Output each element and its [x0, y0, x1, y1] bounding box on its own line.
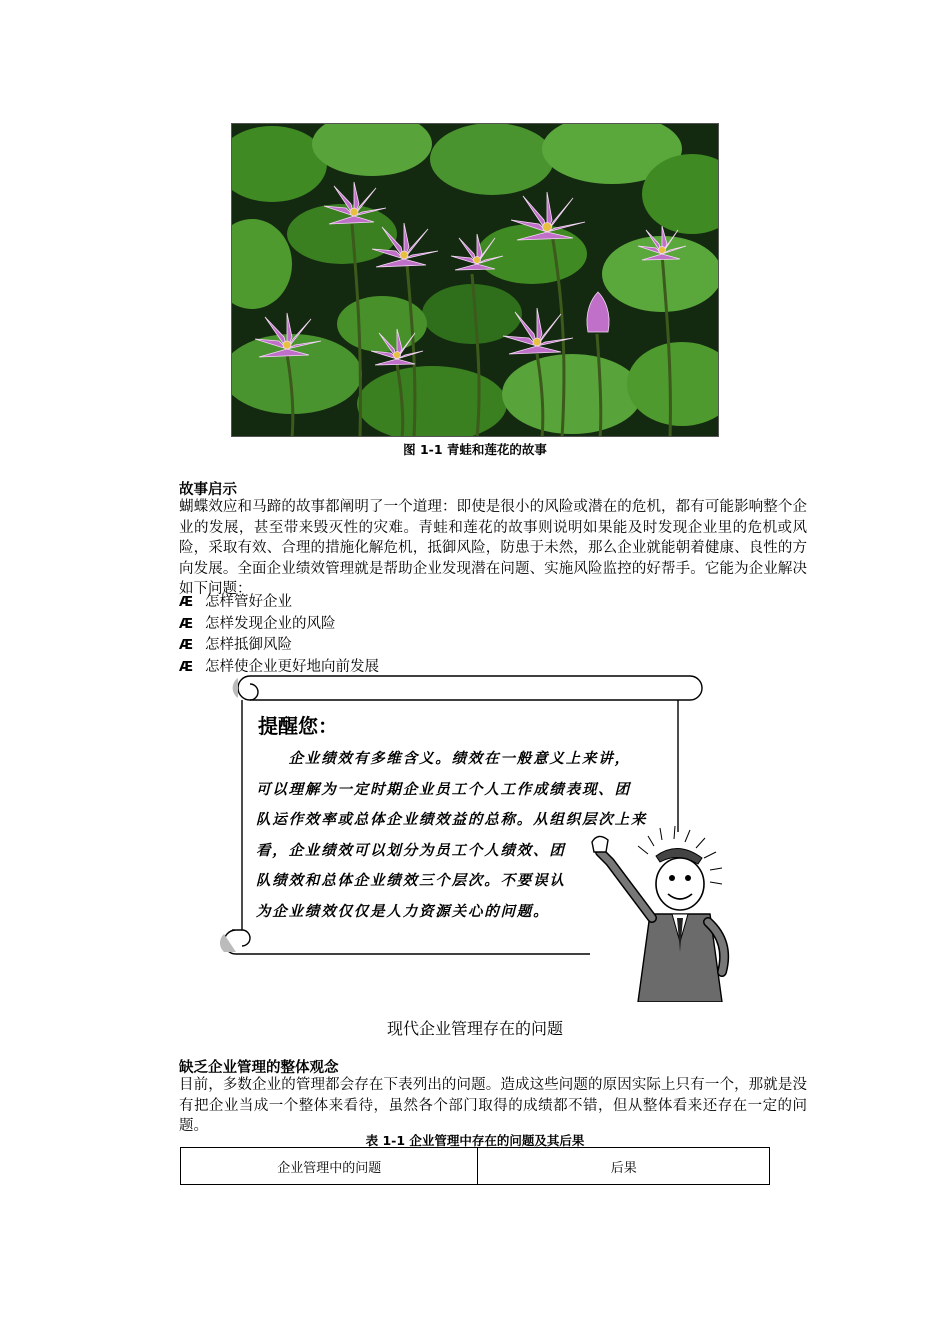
reminder-title: 提醒您： — [258, 714, 338, 738]
bullet-mark: Æ — [179, 638, 194, 653]
table-header-problem: 企业管理中的问题 — [181, 1148, 478, 1185]
story-paragraph-text: 蝴蝶效应和马蹄的故事都阐明了一个道理：即使是很小的风险或潜在的危机，都有可能影响整个企业的发展，甚至带来毁灭性的灾难。青蛙和莲花的故事则说明如果能及时发现企业里的危机或风险，采取有效、合理的措施化解危机，抵御风险，防患于未然，那么企业就能朝着健康、良性的方向发展。全面企业绩效管理就是帮助企业发现潜在问题、实施风险监控的好帮手。它能为企业解决如下问题： — [179, 499, 807, 597]
list-item: Æ 怎样使企业更好地向前发展 — [179, 657, 379, 679]
figure-caption: 图 1-1 青蛙和莲花的故事 — [403, 442, 547, 457]
section2-paragraph — [179, 1075, 807, 1137]
bullet-mark: Æ — [179, 659, 194, 675]
table-caption: 表 1-1 企业管理中存在的问题及其后果 — [365, 1133, 585, 1148]
reminder-line: 看，企业绩效可以划分为员工个人绩效、团 — [256, 842, 566, 859]
reminder-line: 队运作效率或总体企业绩效益的总称。从组织层次上来 — [256, 812, 648, 829]
bullet-mark: Æ — [179, 616, 194, 632]
section2-heading: 缺乏企业管理的整体观念 — [179, 1060, 339, 1076]
list-item: Æ 怎样发现企业的风险 — [179, 614, 379, 636]
section2-paragraph-text: 目前，多数企业的管理都会存在下表列出的问题。造成这些问题的原因实际上只有一个，那就是没有把企业当成一个整体来看待，虽然各个部门取得的成绩都不错，但从整体看来还存在一定的问题。 — [179, 1077, 807, 1134]
section-title: 现代企业管理存在的问题 — [386, 1019, 563, 1038]
reminder-line: 可以理解为一定时期企业员工个人工作成绩表现、团 — [256, 781, 631, 798]
table-header-consequence: 后果 — [478, 1148, 770, 1185]
list-item: Æ 怎样管好企业 — [179, 592, 379, 614]
reminder-line: 企业绩效有多维含义。绩效在一般意义上来讲， — [256, 751, 631, 767]
table-header-row — [181, 1148, 770, 1185]
lotus-illustration — [232, 124, 719, 437]
reminder-line: 为企业绩效仅仅是人力资源关心的问题。 — [256, 903, 550, 920]
pointing-man-icon — [590, 822, 740, 1002]
bullet-mark: Æ — [179, 595, 194, 610]
lotus-photo — [231, 123, 719, 437]
story-heading: 故事启示 — [179, 482, 237, 498]
bullet-list — [179, 592, 379, 678]
issues-table — [180, 1147, 770, 1185]
story-paragraph — [179, 497, 807, 600]
list-item: Æ 怎样抵御风险 — [179, 635, 379, 657]
reminder-scroll — [210, 672, 750, 1012]
reminder-line: 队绩效和总体企业绩效三个层次。不要误认 — [256, 873, 566, 890]
